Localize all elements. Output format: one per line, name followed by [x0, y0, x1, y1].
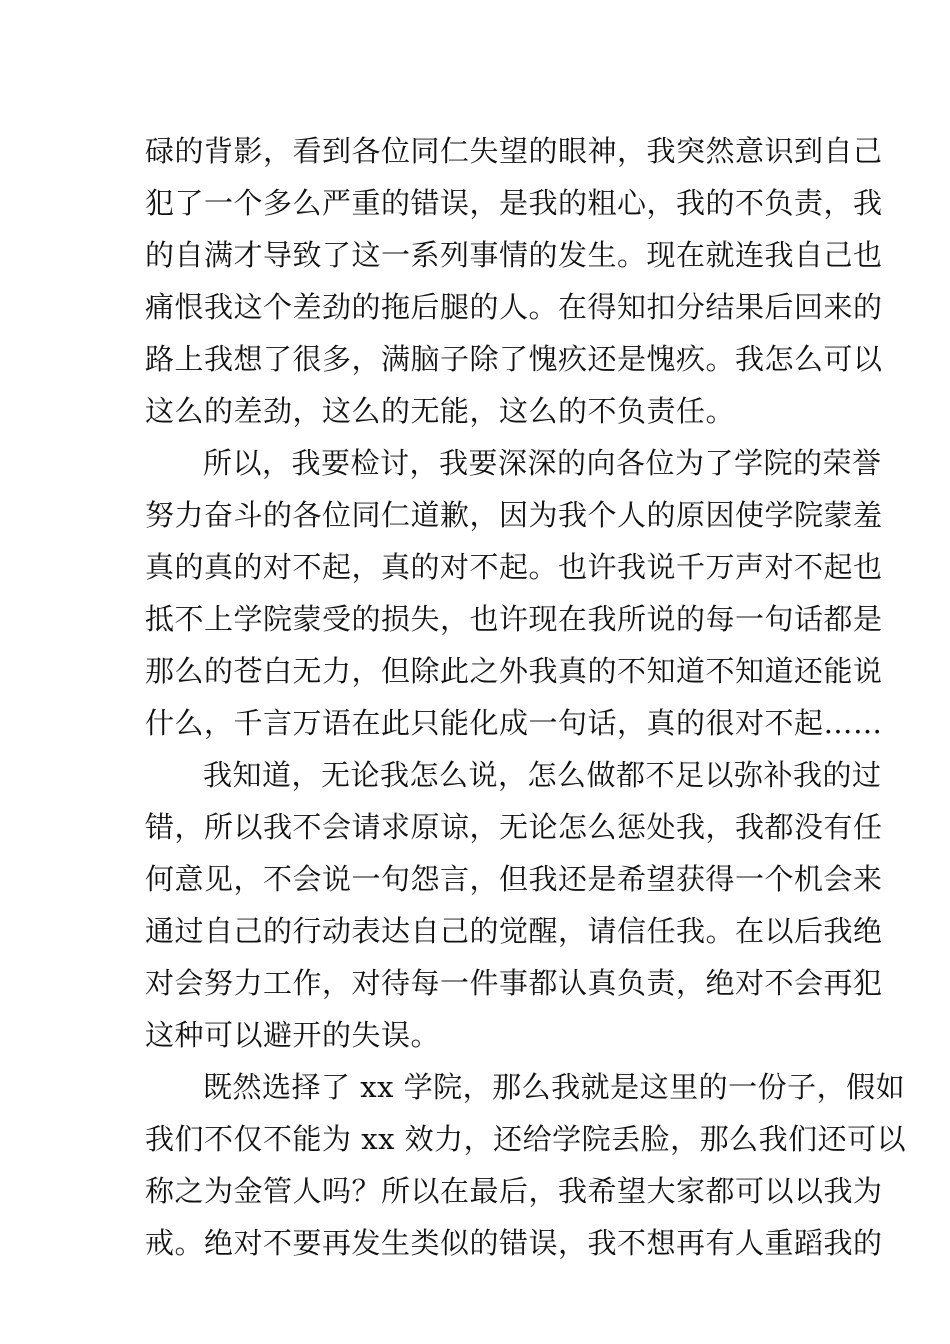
text-line: 对会努力工作，对待每一件事都认真负责，绝对不会再犯 [145, 966, 883, 1000]
text-line: 的自满才导致了这一系列事情的发生。现在就连我自己也 [145, 238, 883, 272]
text-line: 我们不仅不能为 xx 效力，还给学院丢脸，那么我们还可以 [145, 1122, 907, 1156]
text-line: 错，所以我不会请求原谅，无论怎么惩处我，我都没有任 [145, 810, 883, 844]
text-line: 抵不上学院蒙受的损失，也许现在我所说的每一句话都是 [145, 602, 883, 636]
text-line: 何意见，不会说一句怨言，但我还是希望获得一个机会来 [145, 862, 883, 896]
text-line: 戒。绝对不要再发生类似的错误，我不想再有人重蹈我的 [145, 1226, 883, 1260]
text-line: 努力奋斗的各位同仁道歉，因为我个人的原因使学院蒙羞 [145, 498, 883, 532]
text-line: 所以，我要检讨，我要深深的向各位为了学院的荣誉 [203, 446, 882, 480]
text-line: 我知道，无论我怎么说，怎么做都不足以弥补我的过 [203, 758, 882, 792]
text-line: 痛恨我这个差劲的拖后腿的人。在得知扣分结果后回来的 [145, 290, 883, 324]
text-line: 碌的背影，看到各位同仁失望的眼神，我突然意识到自己 [145, 134, 883, 168]
text-line: 什么，千言万语在此只能化成一句话，真的很对不起…… [145, 706, 883, 740]
text-line: 那么的苍白无力，但除此之外我真的不知道不知道还能说 [145, 654, 883, 688]
paragraph-2 [145, 437, 883, 749]
paragraph-1 [145, 125, 883, 437]
document-body [145, 125, 907, 1269]
paragraph-4 [145, 1061, 907, 1269]
text-line: 称之为金管人吗？所以在最后，我希望大家都可以以我为 [145, 1174, 883, 1208]
text-line: 犯了一个多么严重的错误，是我的粗心，我的不负责，我 [145, 186, 883, 220]
text-line: 这么的差劲，这么的无能，这么的不负责任。 [145, 394, 736, 428]
text-line: 既然选择了 xx 学院，那么我就是这里的一份子，假如 [203, 1070, 906, 1104]
text-line: 真的真的对不起，真的对不起。也许我说千万声对不起也 [145, 550, 883, 584]
text-line: 这种可以避开的失误。 [145, 1018, 441, 1052]
paragraph-3 [145, 749, 883, 1061]
text-line: 通过自己的行动表达自己的觉醒，请信任我。在以后我绝 [145, 914, 883, 948]
text-line: 路上我想了很多，满脑子除了愧疚还是愧疚。我怎么可以 [145, 342, 883, 376]
